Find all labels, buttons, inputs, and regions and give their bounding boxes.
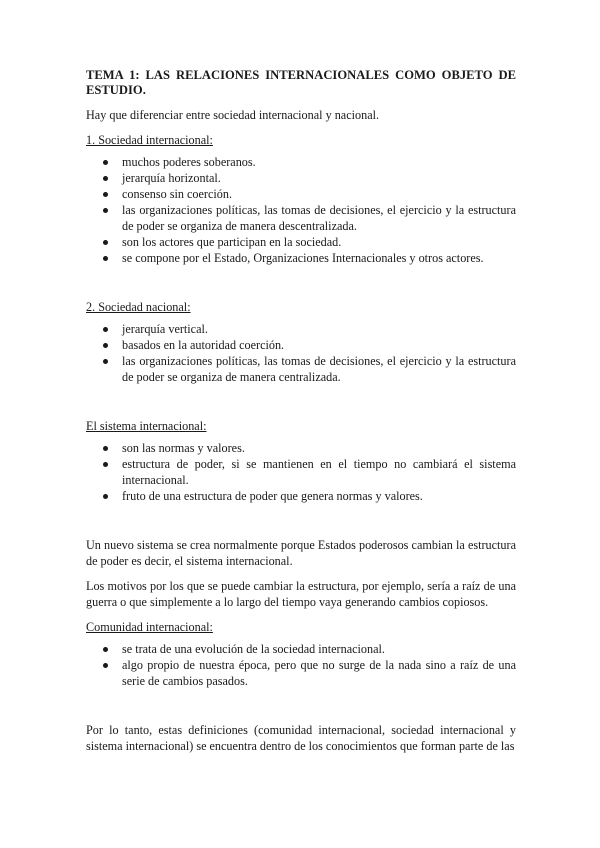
document-title: TEMA 1: LAS RELACIONES INTERNACIONALES COMO OBJETO DE ESTUDIO. [86, 68, 516, 97]
bullet-icon [103, 256, 108, 261]
list-item: son las normas y valores. [86, 440, 516, 456]
list-item: muchos poderes soberanos. [86, 154, 516, 170]
bullet-icon [103, 160, 108, 165]
bullet-icon [103, 327, 108, 332]
list-item: fruto de una estructura de poder que genera normas y valores. [86, 488, 516, 504]
list-item: algo propio de nuestra época, pero que no surge de la nada sino a raíz de una serie de cambios pasados. [86, 657, 516, 689]
list-item: son los actores que participan en la sociedad. [86, 234, 516, 250]
bullet-icon [103, 192, 108, 197]
bullet-icon [103, 647, 108, 652]
paragraph-nuevo-sistema: Un nuevo sistema se crea normalmente porque Estados poderosos cambian la estructura de poder es decir, el sistema internacional. [86, 538, 516, 568]
bullet-icon [103, 663, 108, 668]
list-item: consenso sin coerción. [86, 186, 516, 202]
list-item: estructura de poder, si se mantienen en el tiempo no cambiará el sistema internacional. [86, 456, 516, 488]
section-heading-comunidad-internacional: Comunidad internacional: [86, 620, 213, 634]
document-page [86, 68, 516, 754]
bullet-icon [103, 176, 108, 181]
bullet-icon [103, 240, 108, 245]
list-item: se trata de una evolución de la sociedad internacional. [86, 641, 516, 657]
paragraph-por-lo-tanto: Por lo tanto, estas definiciones (comunidad internacional, sociedad internacional y sistema internacional) se encuentra dentro de los conocimientos que forman parte de las [86, 723, 516, 753]
section-heading-sistema-internacional: El sistema internacional: [86, 419, 207, 433]
list-comunidad-internacional [86, 641, 516, 689]
section-heading-sociedad-nacional: 2. Sociedad nacional: [86, 300, 191, 314]
list-sociedad-nacional [86, 321, 516, 385]
bullet-icon [103, 446, 108, 451]
bullet-icon [103, 343, 108, 348]
section-heading-sociedad-internacional: 1. Sociedad internacional: [86, 133, 213, 147]
list-item: se compone por el Estado, Organizaciones Internacionales y otros actores. [86, 250, 516, 266]
list-sociedad-internacional [86, 154, 516, 266]
bullet-icon [103, 359, 108, 364]
list-item: jerarquía horizontal. [86, 170, 516, 186]
bullet-icon [103, 462, 108, 467]
list-item: basados en la autoridad coerción. [86, 337, 516, 353]
list-item: las organizaciones políticas, las tomas de decisiones, el ejercicio y la estructura de poder se organiza de manera descentralizada. [86, 202, 516, 234]
list-item: las organizaciones políticas, las tomas de decisiones, el ejercicio y la estructura de poder se organiza de manera centralizada. [86, 353, 516, 385]
bullet-icon [103, 208, 108, 213]
intro-paragraph: Hay que diferenciar entre sociedad internacional y nacional. [86, 108, 380, 122]
paragraph-motivos: Los motivos por los que se puede cambiar la estructura, por ejemplo, sería a raíz de una guerra o que simplemente a lo largo del tiempo vaya generando cambios copiosos. [86, 579, 516, 609]
bullet-icon [103, 494, 108, 499]
list-sistema-internacional [86, 440, 516, 504]
list-item: jerarquía vertical. [86, 321, 516, 337]
